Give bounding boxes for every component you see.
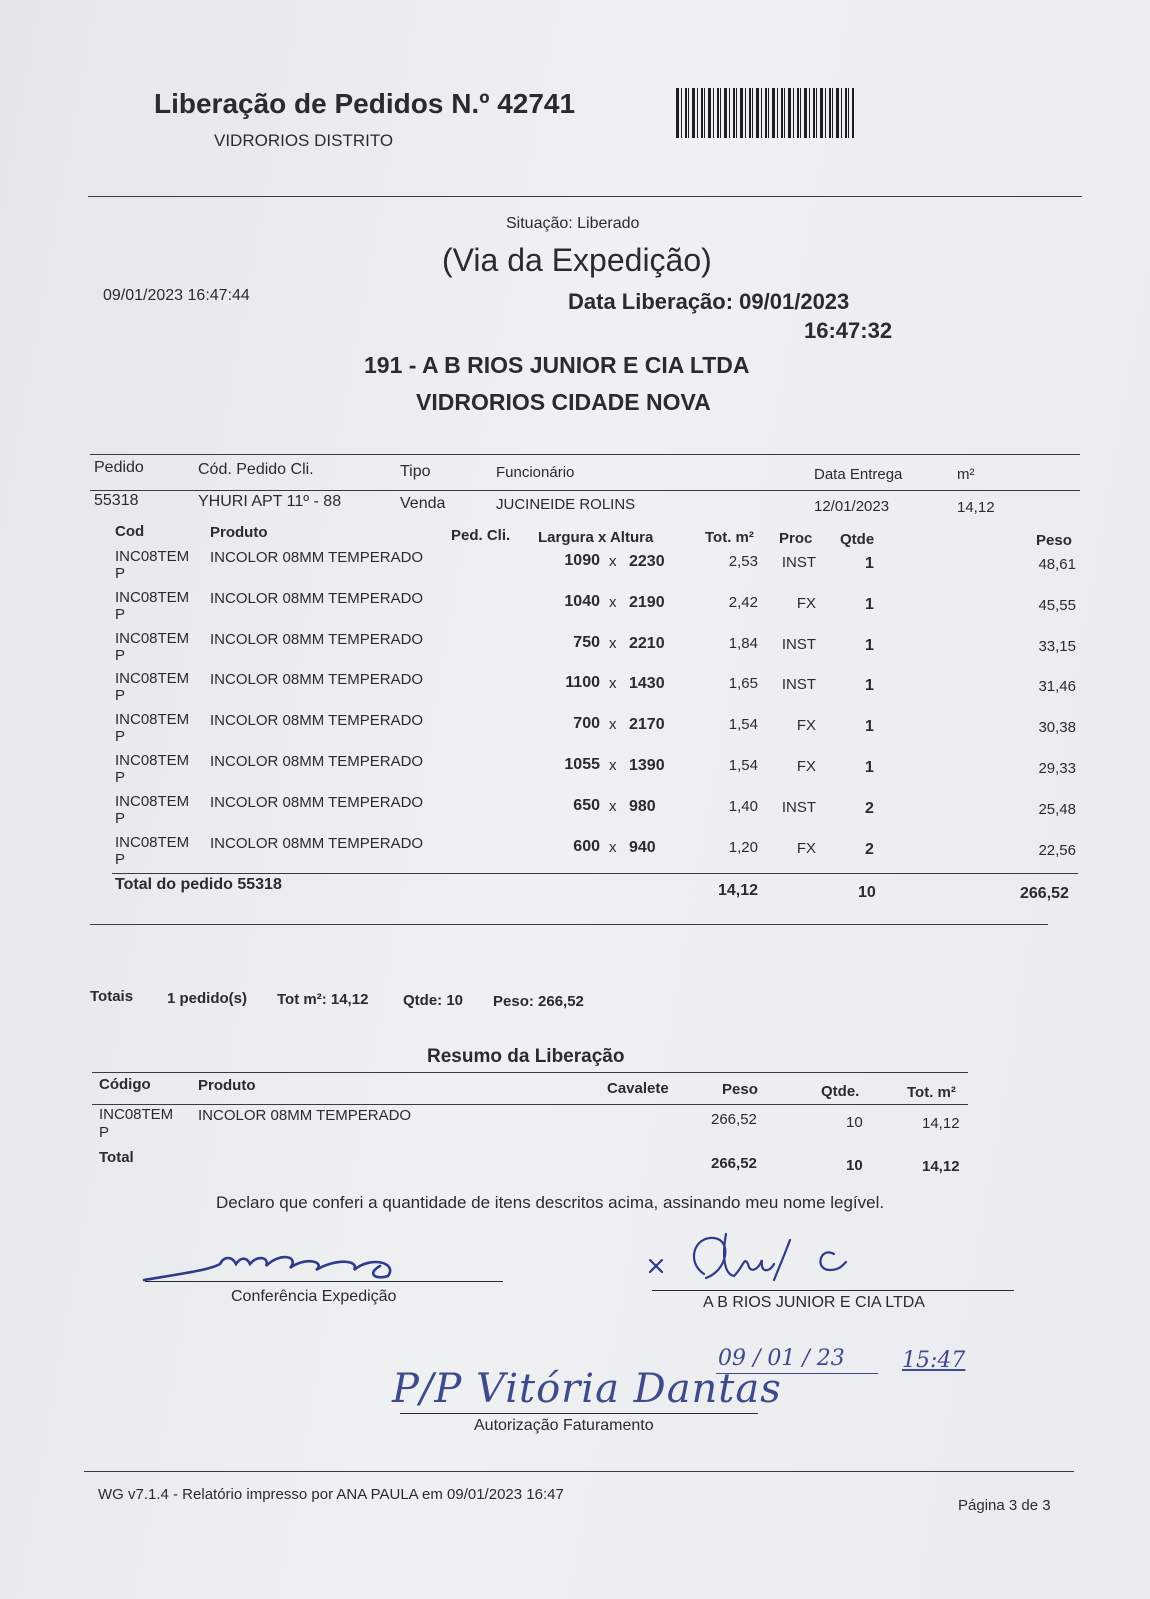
autorizacao-label: Autorização Faturamento [474,1417,654,1434]
order-total-peso: 266,52 [1020,885,1069,902]
divider [90,454,1080,455]
item-qtde: 1 [865,759,874,776]
item-peso: 29,33 [1038,760,1076,777]
item-altura: 940 [629,838,656,856]
item-produto: INCOLOR 08MM TEMPERADO [210,793,424,811]
item-x: x [609,757,617,774]
item-cod: INC08TEM [115,711,190,729]
item-cod: INC08TEM [115,752,190,769]
item-cod-suffix: P [115,605,126,623]
item-x: x [609,634,617,652]
summary-row-cod-suffix: P [99,1124,110,1141]
summary-total-tot: 14,12 [922,1158,960,1175]
item-x: x [609,593,617,611]
item-largura: 1040 [564,592,600,610]
item-altura: 1390 [629,757,665,774]
client-order-code: YHURI APT 11º - 88 [198,493,342,510]
item-qtde: 1 [865,555,874,572]
item-tot-m2: 1,20 [728,838,758,856]
item-qtde: 1 [865,636,874,654]
release-date: Data Liberação: 09/01/2023 [568,289,850,314]
item-peso: 25,48 [1038,800,1076,818]
signature-line [400,1413,758,1414]
order-number: 55318 [94,492,139,509]
item-tot-m2: 2,53 [728,553,758,570]
summary-row-tot: 14,12 [922,1115,960,1132]
item-tot-m2: 1,40 [728,797,758,815]
client-signature-label: A B RIOS JUNIOR E CIA LTDA [703,1294,925,1311]
item-produto: INCOLOR 08MM TEMPERADO [210,753,424,770]
item-largura: 700 [573,715,600,733]
item-cod-suffix: P [115,809,126,827]
summary-col-produto: Produto [198,1077,256,1094]
item-produto: INCOLOR 08MM TEMPERADO [210,589,424,607]
handwritten-time: 15:47 [902,1348,966,1373]
col-cod-pedido-cli: Cód. Pedido Cli. [198,461,314,478]
item-proc: FX [796,594,816,612]
item-proc: INST [781,554,816,571]
item-cod-suffix: P [115,769,126,786]
summary-row-peso: 266,52 [711,1111,757,1128]
client-name: 191 - A B RIOS JUNIOR E CIA LTDA [364,352,750,378]
items-col-proc: Proc [779,530,813,547]
item-cod: INC08TEM [115,833,190,851]
col-tipo: Tipo [400,463,431,480]
item-largura: 1090 [564,552,600,569]
divider [88,196,1082,197]
divider [84,1471,1074,1472]
item-cod: INC08TEM [115,792,190,810]
signature-line [652,1290,1014,1291]
item-qtde: 2 [865,799,874,817]
summary-col-codigo: Código [99,1076,151,1093]
col-data-entrega: Data Entrega [814,466,903,483]
items-col-tot-m2: Tot. m² [705,529,754,546]
handwritten-date: 09 / 01 / 23 [718,1346,845,1371]
item-altura: 2190 [629,593,665,611]
summary-col-tot-m2: Tot. m² [907,1084,956,1101]
printed-by: WG v7.1.4 - Relatório impresso por ANA PAULA em 09/01/2023 16:47 [98,1486,564,1503]
col-m2: m² [957,466,975,483]
item-tot-m2: 1,84 [728,634,758,652]
summary-total-label: Total [99,1149,134,1166]
delivery-date: 12/01/2023 [814,498,890,515]
item-x: x [609,797,617,815]
item-qtde: 1 [865,677,874,695]
order-total-m2: 14,12 [718,882,759,899]
item-proc: FX [796,839,816,857]
summary-total-peso: 266,52 [711,1155,757,1172]
item-qtde: 1 [865,718,874,736]
item-altura: 2210 [629,634,665,652]
item-cod-suffix: P [115,687,126,705]
item-peso: 31,46 [1038,678,1076,696]
order-m2: 14,12 [957,499,995,516]
totals-label: Totais [90,988,134,1005]
item-largura: 600 [573,837,600,855]
page-number: Página 3 de 3 [958,1497,1051,1514]
divider [112,873,1078,874]
items-col-qtde: Qtde [840,531,875,548]
item-x: x [609,838,617,856]
summary-row-qtde: 10 [846,1114,863,1131]
declaration-text: Declaro que conferi a quantidade de itens descritos acima, assinando meu nome legível. [216,1193,885,1212]
item-peso: 48,61 [1038,556,1076,573]
item-cod-suffix: P [115,565,126,582]
col-pedido: Pedido [94,459,144,476]
item-altura: 2170 [629,716,665,734]
item-peso: 33,15 [1038,637,1076,655]
item-proc: FX [796,717,816,735]
item-proc: INST [781,676,816,694]
item-peso: 45,55 [1038,596,1076,614]
item-cod: INC08TEM [115,588,190,606]
item-x: x [609,675,617,693]
totals-pedidos: 1 pedido(s) [167,990,248,1007]
item-tot-m2: 1,65 [728,675,758,693]
client-store: VIDRORIOS CIDADE NOVA [416,389,711,415]
client-signature [644,1226,884,1292]
copy-type: (Via da Expedição) [442,242,712,278]
item-qtde: 1 [865,595,874,613]
expedition-signature [140,1240,420,1282]
item-largura: 650 [573,796,600,814]
document-title: Liberação de Pedidos N.º 42741 [154,88,576,119]
item-peso: 22,56 [1038,841,1076,859]
item-altura: 2230 [629,553,665,570]
order-total-qtde: 10 [858,884,876,901]
situation-text: Situação: Liberado [506,215,640,232]
item-largura: 1100 [565,674,600,692]
order-total-label: Total do pedido 55318 [115,876,282,893]
item-tot-m2: 2,42 [728,593,758,611]
release-time: 16:47:32 [804,318,893,343]
order-type: Venda [400,495,446,512]
item-largura: 750 [573,633,600,651]
handwritten-authorizer-name: P/P Vitória Dantas [392,1366,782,1412]
totals-m2: Tot m²: 14,12 [277,991,369,1008]
totals-peso: Peso: 266,52 [493,993,584,1010]
item-x: x [609,553,617,570]
item-produto: INCOLOR 08MM TEMPERADO [210,630,424,648]
summary-col-qtde: Qtde. [821,1083,860,1100]
item-tot-m2: 1,54 [728,757,758,774]
items-col-peso: Peso [1036,532,1072,549]
divider [90,924,1048,925]
item-cod: INC08TEM [115,670,190,688]
item-peso: 30,38 [1038,719,1076,737]
item-cod-suffix: P [115,646,126,664]
employee: JUCINEIDE ROLINS [496,496,636,513]
item-altura: 980 [629,797,656,815]
barcode [676,88,854,138]
summary-total-qtde: 10 [846,1157,863,1174]
printed-datetime: 09/01/2023 16:47:44 [103,287,250,304]
item-produto: INCOLOR 08MM TEMPERADO [210,834,424,852]
items-col-cod: Cod [115,523,145,540]
item-produto: INCOLOR 08MM TEMPERADO [210,712,424,730]
item-produto: INCOLOR 08MM TEMPERADO [210,671,424,689]
item-proc: INST [781,635,816,653]
item-tot-m2: 1,54 [728,716,758,734]
item-x: x [609,716,617,734]
item-proc: INST [781,798,816,816]
item-cod-suffix: P [115,728,126,746]
summary-col-peso: Peso [722,1081,758,1098]
items-col-produto: Produto [210,524,268,541]
signature-line [145,1281,503,1282]
summary-row-produto: INCOLOR 08MM TEMPERADO [198,1107,412,1124]
item-cod: INC08TEM [115,548,190,565]
item-altura: 1430 [629,675,665,693]
items-col-largura-altura: Largura x Altura [538,529,654,546]
col-funcionario: Funcionário [496,464,575,481]
item-cod: INC08TEM [115,629,190,647]
summary-row-cod: INC08TEM [99,1106,174,1123]
divider [92,1104,968,1105]
item-qtde: 2 [865,840,874,858]
item-proc: FX [796,758,816,775]
conferencia-label: Conferência Expedição [231,1288,397,1305]
divider [90,490,1080,491]
item-produto: INCOLOR 08MM TEMPERADO [210,549,424,566]
totals-qtde: Qtde: 10 [403,992,464,1009]
item-largura: 1055 [564,756,600,773]
item-cod-suffix: P [115,850,126,868]
summary-title: Resumo da Liberação [427,1046,625,1067]
summary-col-cavalete: Cavalete [607,1080,669,1097]
items-col-ped-cli: Ped. Cli. [451,527,511,544]
company-name: VIDRORIOS DISTRITO [214,131,394,150]
divider [92,1072,968,1073]
